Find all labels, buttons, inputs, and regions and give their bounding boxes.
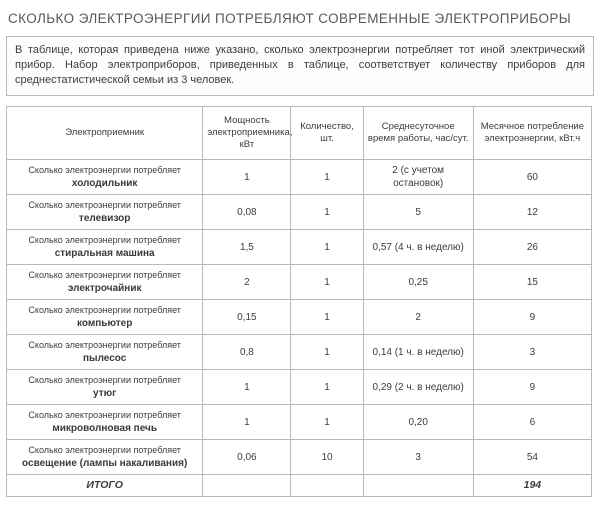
monthly-cell: 9 xyxy=(473,370,591,405)
total-time xyxy=(363,475,473,497)
appliance-name: микроволновая печь xyxy=(52,423,157,434)
table-row xyxy=(7,440,592,475)
total-power xyxy=(203,475,291,497)
appliance-prefix: Сколько электроэнергии потребляет xyxy=(28,165,181,175)
appliance-cell xyxy=(7,265,203,300)
table-row xyxy=(7,370,592,405)
intro-paragraph: В таблице, которая приведена ниже указано, сколько электроэнергии потребляет тот иной электрический прибор. Набор электроприборов, приведенных в таблице, соответствует количеству приборов для среднестатистической семьи из 3 человек. xyxy=(6,36,594,96)
monthly-cell: 54 xyxy=(473,440,591,475)
appliance-prefix: Сколько электроэнергии потребляет xyxy=(28,410,181,420)
total-count xyxy=(291,475,363,497)
column-header-power: Мощность электроприемника, кВт xyxy=(203,107,291,160)
time-cell: 3 xyxy=(363,440,473,475)
power-cell: 0,08 xyxy=(203,195,291,230)
power-cell: 0,15 xyxy=(203,300,291,335)
appliance-name: компьютер xyxy=(77,318,133,329)
column-header-count: Количество, шт. xyxy=(291,107,363,160)
appliance-cell xyxy=(7,300,203,335)
appliance-name: телевизор xyxy=(78,213,131,224)
count-cell: 1 xyxy=(291,230,363,265)
table-row xyxy=(7,405,592,440)
power-cell: 0,06 xyxy=(203,440,291,475)
time-cell: 0,14 (1 ч. в неделю) xyxy=(363,335,473,370)
table-row xyxy=(7,335,592,370)
count-cell: 1 xyxy=(291,265,363,300)
time-cell: 0,29 (2 ч. в неделю) xyxy=(363,370,473,405)
monthly-cell: 12 xyxy=(473,195,591,230)
time-cell: 0,25 xyxy=(363,265,473,300)
appliance-cell xyxy=(7,230,203,265)
power-cell: 2 xyxy=(203,265,291,300)
power-cell: 1,5 xyxy=(203,230,291,265)
appliance-name: электрочайник xyxy=(67,283,142,294)
energy-consumption-table xyxy=(6,106,592,497)
monthly-cell: 6 xyxy=(473,405,591,440)
page-title: СКОЛЬКО ЭЛЕКТРОЭНЕРГИИ ПОТРЕБЛЯЮТ СОВРЕМЕННЫЕ ЭЛЕКТРОПРИБОРЫ xyxy=(8,11,572,26)
power-cell: 1 xyxy=(203,370,291,405)
monthly-cell: 26 xyxy=(473,230,591,265)
appliance-name: утюг xyxy=(93,388,117,399)
appliance-name: освещение (лампы накаливания) xyxy=(22,458,188,469)
time-cell: 2 (с учетом остановок) xyxy=(363,160,473,195)
count-cell: 10 xyxy=(291,440,363,475)
appliance-prefix: Сколько электроэнергии потребляет xyxy=(28,235,181,245)
table-row xyxy=(7,160,592,195)
appliance-cell xyxy=(7,160,203,195)
count-cell: 1 xyxy=(291,300,363,335)
table-row xyxy=(7,230,592,265)
monthly-cell: 15 xyxy=(473,265,591,300)
appliance-name: холодильник xyxy=(71,178,138,189)
monthly-cell: 9 xyxy=(473,300,591,335)
power-cell: 1 xyxy=(203,160,291,195)
table-header-row xyxy=(7,107,592,160)
appliance-prefix: Сколько электроэнергии потребляет xyxy=(28,340,181,350)
count-cell: 1 xyxy=(291,335,363,370)
appliance-prefix: Сколько электроэнергии потребляет xyxy=(28,445,181,455)
column-header-time: Среднесуточное время работы, час/сут. xyxy=(363,107,473,160)
appliance-cell xyxy=(7,370,203,405)
table-total-row xyxy=(7,475,592,497)
power-cell: 1 xyxy=(203,405,291,440)
time-cell: 5 xyxy=(363,195,473,230)
appliance-prefix: Сколько электроэнергии потребляет xyxy=(28,375,181,385)
time-cell: 2 xyxy=(363,300,473,335)
table-row xyxy=(7,195,592,230)
appliance-prefix: Сколько электроэнергии потребляет xyxy=(28,200,181,210)
count-cell: 1 xyxy=(291,405,363,440)
count-cell: 1 xyxy=(291,195,363,230)
appliance-cell xyxy=(7,405,203,440)
count-cell: 1 xyxy=(291,370,363,405)
table-row xyxy=(7,300,592,335)
appliance-name: стиральная машина xyxy=(54,248,155,259)
appliance-prefix: Сколько электроэнергии потребляет xyxy=(28,305,181,315)
appliance-name: пылесос xyxy=(82,353,127,364)
time-cell: 0,20 xyxy=(363,405,473,440)
power-cell: 0,8 xyxy=(203,335,291,370)
total-monthly: 194 xyxy=(473,475,591,497)
monthly-cell: 60 xyxy=(473,160,591,195)
appliance-prefix: Сколько электроэнергии потребляет xyxy=(28,270,181,280)
time-cell: 0,57 (4 ч. в неделю) xyxy=(363,230,473,265)
total-label: ИТОГО xyxy=(7,475,203,497)
column-header-appliance: Электроприемник xyxy=(7,107,203,160)
table-row xyxy=(7,265,592,300)
appliance-cell xyxy=(7,440,203,475)
appliance-cell xyxy=(7,195,203,230)
appliance-cell xyxy=(7,335,203,370)
monthly-cell: 3 xyxy=(473,335,591,370)
count-cell: 1 xyxy=(291,160,363,195)
column-header-monthly: Месячное потребление электроэнергии, кВт.ч xyxy=(473,107,591,160)
